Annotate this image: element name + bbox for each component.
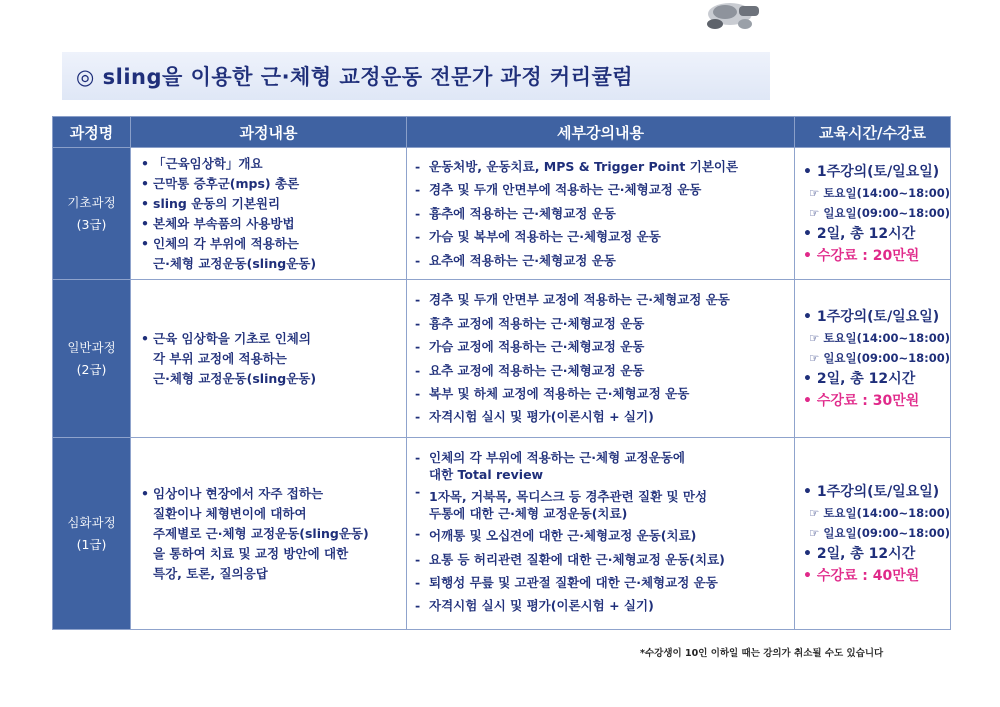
detail-item: 두통에 대한 근·체형 교정운동(치료) (429, 506, 628, 522)
week-schedule: • 1주강의(토/일요일) (803, 163, 940, 180)
detail-item: - 요추 교정에 적용하는 근·체형교정 운동 (415, 359, 794, 382)
sunday-time: ☞ 일요일(09:00~18:00) (809, 205, 950, 220)
detail-item: - 흉추 교정에 적용하는 근·체형교정 운동 (415, 312, 794, 335)
tuition-fee: • 수강료 : 40만원 (803, 567, 920, 584)
saturday-time: ☞ 토요일(14:00~18:00) (809, 185, 950, 200)
tuition-fee: • 수강료 : 30만원 (803, 392, 920, 409)
detail-cell (407, 148, 795, 280)
header-course-name: 과정명 (53, 117, 131, 148)
content-item: 특강, 토론, 질의응답 (153, 565, 268, 581)
detail-item: - 인체의 각 부위에 적용하는 근·체형 교정운동에 (415, 449, 794, 466)
table-row-general (53, 280, 951, 438)
table-row-basic (53, 148, 951, 280)
cancellation-note: *수강생이 10인 이하일 때는 강의가 취소될 수도 있습니다 (640, 648, 884, 659)
content-item: 근·체형 교정운동(sling운동) (153, 370, 317, 386)
total-hours: • 2일, 총 12시간 (803, 370, 916, 387)
content-item: 주제별로 근·체형 교정운동(sling운동) (153, 525, 369, 541)
detail-item: - 퇴행성 무릎 및 고관절 질환에 대한 근·체형교정 운동 (415, 571, 794, 594)
course-content-cell (131, 438, 407, 630)
detail-item: - 흉추에 적용하는 근·체형교정 운동 (415, 202, 794, 225)
detail-item: - 경추 및 두개 안면부 교정에 적용하는 근·체형교정 운동 (415, 288, 794, 311)
detail-item: 대한 Total review (429, 467, 544, 483)
course-name: 일반과정 (67, 339, 116, 355)
course-name-cell (53, 280, 131, 438)
time-fee-cell (795, 148, 951, 280)
detail-item: - 1자목, 거북목, 목디스크 등 경추관련 질환 및 만성 (415, 483, 794, 505)
content-item: • 근육 임상학을 기초로 인체의 (141, 329, 406, 349)
time-fee-cell (795, 280, 951, 438)
content-item: • 「근육임상학」개요 (141, 154, 406, 174)
sunday-time: ☞ 일요일(09:00~18:00) (809, 350, 950, 365)
content-item: 각 부위 교정에 적용하는 (153, 350, 287, 366)
detail-item: - 요통 등 허리관련 질환에 대한 근·체형교정 운동(치료) (415, 548, 794, 571)
detail-item: - 자격시험 실시 및 평가(이론시험 + 실기) (415, 405, 794, 428)
table-row-advanced (53, 438, 951, 630)
content-item: • 근막통 증후군(mps) 총론 (141, 174, 406, 194)
course-level: (2급) (76, 361, 107, 377)
total-hours: • 2일, 총 12시간 (803, 225, 916, 242)
detail-item: - 가슴 및 복부에 적용하는 근·체형교정 운동 (415, 225, 794, 248)
detail-item: - 경추 및 두개 안면부에 적용하는 근·체형교정 운동 (415, 178, 794, 201)
course-level: (1급) (76, 536, 107, 552)
header-detail-lectures: 세부강의내용 (407, 117, 795, 148)
content-item: • 인체의 각 부위에 적용하는 (141, 234, 406, 254)
week-schedule: • 1주강의(토/일요일) (803, 483, 940, 500)
week-schedule: • 1주강의(토/일요일) (803, 308, 940, 325)
detail-item: - 어깨통 및 오십견에 대한 근·체형교정 운동(치료) (415, 522, 794, 547)
table-header-row (53, 117, 951, 148)
course-content-cell (131, 148, 407, 280)
detail-item: - 운동처방, 운동치료, MPS & Trigger Point 기본이론 (415, 155, 794, 178)
tuition-fee: • 수강료 : 20만원 (803, 247, 920, 264)
detail-item: - 복부 및 하체 교정에 적용하는 근·체형교정 운동 (415, 382, 794, 405)
page-title: ◎ sling을 이용한 근·체형 교정운동 전문가 과정 커리큘럼 (76, 65, 634, 89)
saturday-time: ☞ 토요일(14:00~18:00) (809, 330, 950, 345)
content-item: • sling 운동의 기본원리 (141, 194, 406, 214)
total-hours: • 2일, 총 12시간 (803, 545, 916, 562)
exercise-equipment-image (695, 0, 765, 34)
detail-cell (407, 280, 795, 438)
time-fee-cell (795, 438, 951, 630)
content-item: 근·체형 교정운동(sling운동) (153, 255, 317, 271)
detail-cell (407, 438, 795, 630)
saturday-time: ☞ 토요일(14:00~18:00) (809, 505, 950, 520)
content-item: 질환이나 체형변이에 대하여 (153, 505, 307, 521)
content-item: • 본체와 부속품의 사용방법 (141, 214, 406, 234)
detail-item: - 요추에 적용하는 근·체형교정 운동 (415, 249, 794, 272)
header-time-fee: 교육시간/수강료 (795, 117, 951, 148)
header-course-content: 과정내용 (131, 117, 407, 148)
curriculum-table (52, 116, 951, 630)
course-name: 기초과정 (67, 194, 116, 210)
course-content-cell (131, 280, 407, 438)
course-name-cell (53, 438, 131, 630)
page-title-bar (62, 52, 770, 100)
course-name: 심화과정 (67, 514, 116, 530)
course-level: (3급) (76, 216, 107, 232)
detail-item: - 가슴 교정에 적용하는 근·체형교정 운동 (415, 335, 794, 358)
course-name-cell (53, 148, 131, 280)
content-item: 을 통하여 치료 및 교정 방안에 대한 (153, 545, 349, 561)
sunday-time: ☞ 일요일(09:00~18:00) (809, 525, 950, 540)
detail-item: - 자격시험 실시 및 평가(이론시험 + 실기) (415, 594, 794, 617)
content-item: • 임상이나 현장에서 자주 접하는 (141, 484, 406, 504)
